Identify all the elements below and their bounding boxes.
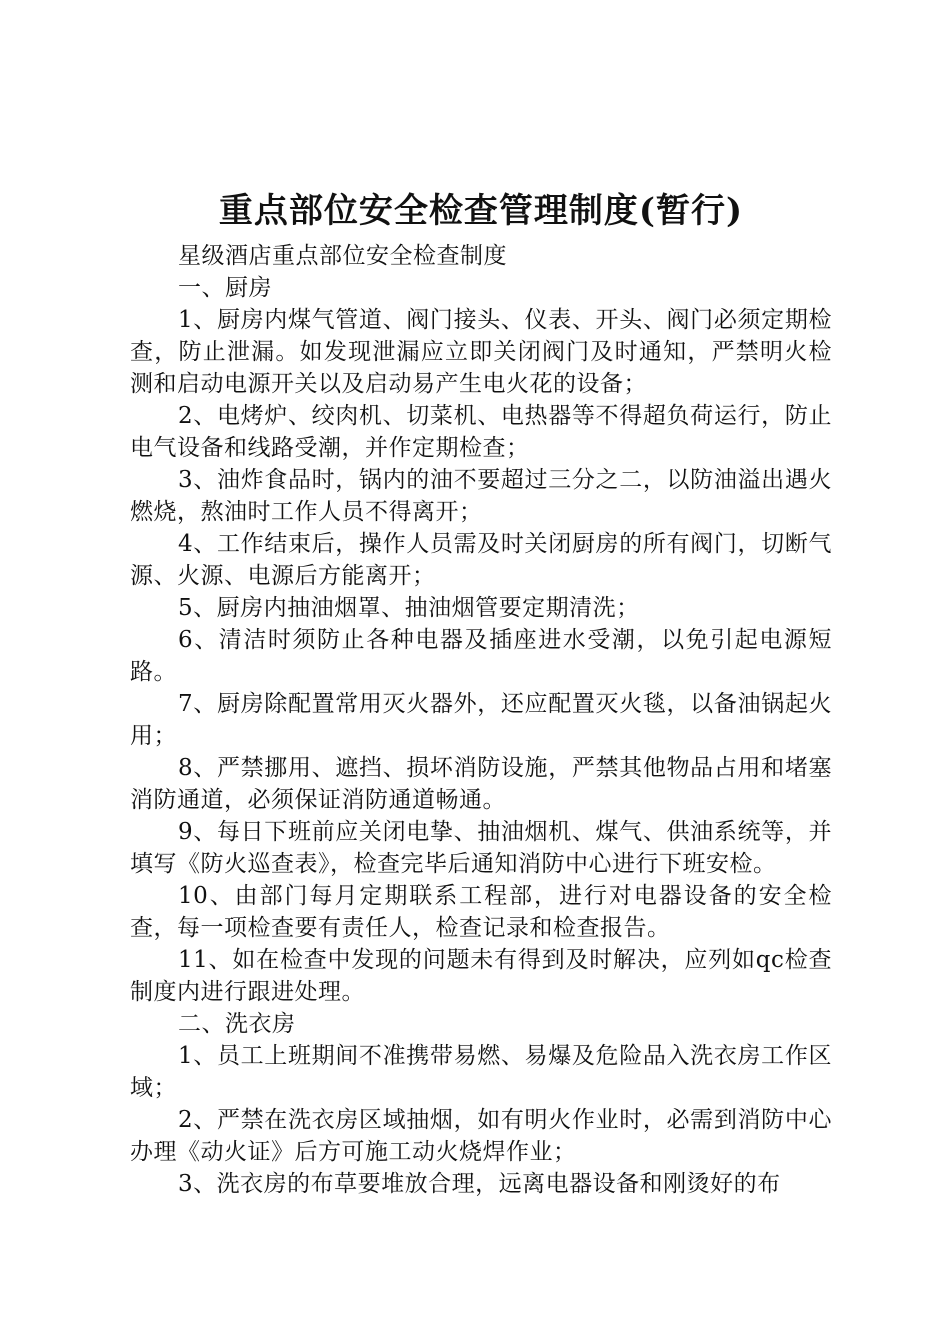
paragraph: 2、电烤炉、绞肉机、切菜机、电热器等不得超负荷运行，防止电气设备和线路受潮，并作定期检查；	[130, 403, 832, 461]
document-title: 重点部位安全检查管理制度(暂行)	[218, 191, 744, 231]
section-heading-kitchen: 一、厨房	[178, 275, 272, 301]
paragraph: 2、严禁在洗衣房区域抽烟，如有明火作业时，必需到消防中心办理《动火证》后方可施工动火烧焊作业；	[130, 1107, 832, 1165]
paragraph: 6、清洁时须防止各种电器及插座进水受潮，以免引起电源短路。	[130, 627, 832, 685]
paragraph: 11、如在检查中发现的问题未有得到及时解决，应列如qc检查制度内进行跟进处理。	[130, 947, 832, 1005]
paragraph: 8、严禁挪用、遮挡、损坏消防设施，严禁其他物品占用和堵塞消防通道，必须保证消防通道畅通。	[130, 755, 832, 813]
paragraph: 3、洗衣房的布草要堆放合理，远离电器设备和刚烫好的布	[178, 1171, 781, 1197]
document-body	[130, 240, 832, 1200]
paragraph: 1、员工上班期间不准携带易燃、易爆及危险品入洗衣房工作区域；	[130, 1043, 832, 1101]
paragraph: 9、每日下班前应关闭电挚、抽油烟机、煤气、供油系统等，并填写《防火巡查表》，检查完毕后通知消防中心进行下班安检。	[130, 819, 832, 877]
paragraph: 7、厨房除配置常用灭火器外，还应配置灭火毯，以备油锅起火用；	[130, 691, 832, 749]
paragraph: 5、厨房内抽油烟罩、抽油烟管要定期清洗；	[178, 595, 640, 621]
paragraph: 10、由部门每月定期联系工程部，进行对电器设备的安全检查，每一项检查要有责任人，检查记录和检查报告。	[130, 883, 832, 941]
paragraph: 3、油炸食品时，锅内的油不要超过三分之二，以防油溢出遇火燃烧，熬油时工作人员不得离开；	[130, 467, 832, 525]
paragraph: 1、厨房内煤气管道、阀门接头、仪表、开头、阀门必须定期检查，防止泄漏。如发现泄漏应立即关闭阀门及时通知，严禁明火检测和启动电源开关以及启动易产生电火花的设备；	[130, 307, 832, 397]
section-heading-laundry: 二、洗衣房	[178, 1011, 296, 1037]
document-subtitle: 星级酒店重点部位安全检查制度	[178, 243, 507, 269]
paragraph: 4、工作结束后，操作人员需及时关闭厨房的所有阀门，切断气源、火源、电源后方能离开；	[130, 531, 832, 589]
